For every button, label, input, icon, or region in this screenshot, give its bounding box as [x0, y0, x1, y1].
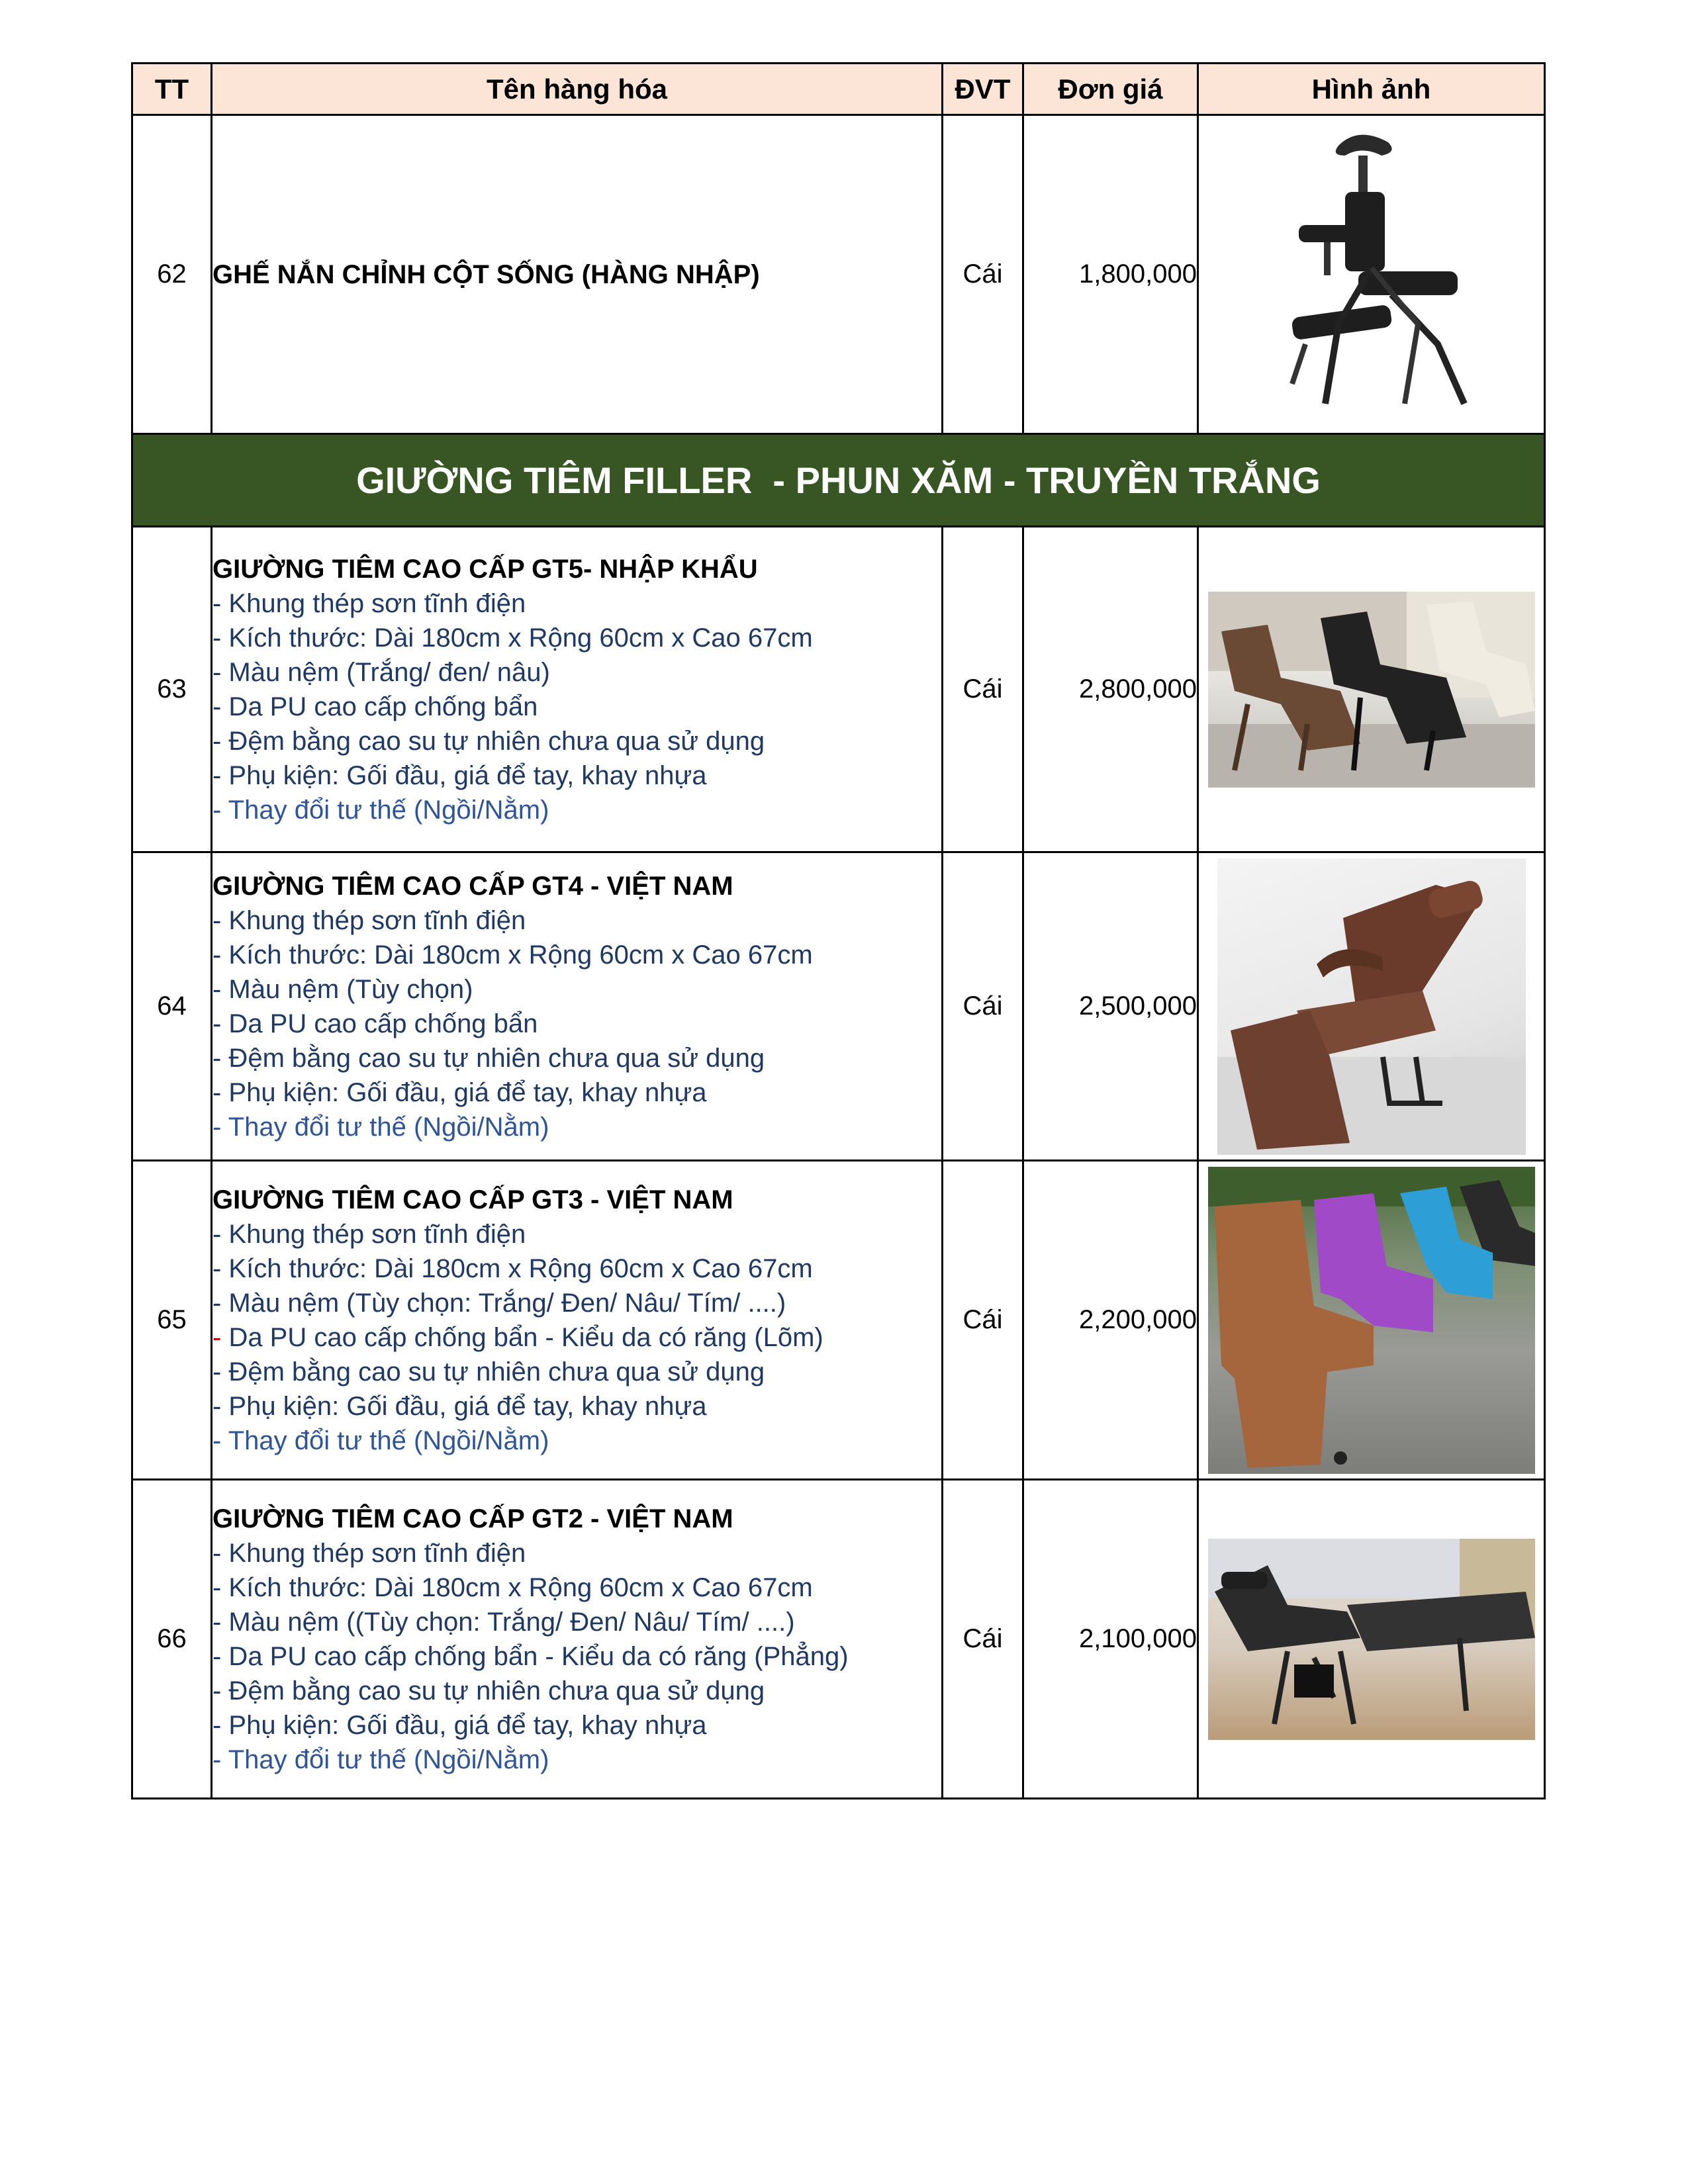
- product-name-cell: [212, 1161, 943, 1480]
- product-title: GIƯỜNG TIÊM CAO CẤP GT5- NHẬP KHẨU: [212, 554, 758, 584]
- unit-cell: Cái: [943, 115, 1023, 434]
- header-name: Tên hàng hóa: [212, 64, 943, 115]
- price-cell: 2,800,000: [1023, 527, 1198, 852]
- spec-line: - Đệm bằng cao su tự nhiên chưa qua sử dụng: [212, 1676, 765, 1706]
- spec-line: - Thay đổi tư thế (Ngồi/Nằm): [212, 1745, 549, 1774]
- unit-cell: Cái: [943, 1161, 1023, 1480]
- row-number: 63: [132, 527, 212, 852]
- spec-text: Da PU cao cấp chống bẩn - Kiểu da có răng (Lõm): [228, 1322, 823, 1352]
- spec-line: - Khung thép sơn tĩnh điện: [212, 1538, 526, 1568]
- spec-line: - Da PU cao cấp chống bẩn: [212, 692, 538, 721]
- row-number: 62: [132, 115, 212, 434]
- spec-line: - Khung thép sơn tĩnh điện: [212, 1219, 526, 1249]
- spec-line: - Đệm bằng cao su tự nhiên chưa qua sử dụng: [212, 726, 765, 756]
- spec-line: - Khung thép sơn tĩnh điện: [212, 588, 526, 618]
- spec-line: - Kích thước: Dài 180cm x Rộng 60cm x Cao 67cm: [212, 1253, 813, 1283]
- table-row: [132, 852, 1545, 1161]
- product-name-cell: [212, 1480, 943, 1799]
- row-number: 64: [132, 852, 212, 1161]
- spec-line: - Kích thước: Dài 180cm x Rộng 60cm x Cao 67cm: [212, 623, 813, 653]
- product-title: GIƯỜNG TIÊM CAO CẤP GT3 - VIỆT NAM: [212, 1185, 733, 1214]
- spec-line: - Phụ kiện: Gối đầu, giá để tay, khay nhựa: [212, 1077, 707, 1107]
- unit-cell: Cái: [943, 852, 1023, 1161]
- massage-chair-icon: [1246, 126, 1497, 424]
- product-title: GIƯỜNG TIÊM CAO CẤP GT2 - VIỆT NAM: [212, 1504, 733, 1533]
- section-title: GIƯỜNG TIÊM FILLER - PHUN XĂM - TRUYỀN TRẮNG: [132, 434, 1545, 527]
- price-table: [131, 62, 1546, 1799]
- image-cell: [1198, 1161, 1545, 1480]
- spec-line: - Màu nệm ((Tùy chọn: Trắng/ Đen/ Nâu/ Tím/ ....): [212, 1607, 795, 1637]
- table-row: [132, 1480, 1545, 1799]
- image-cell: [1198, 852, 1545, 1161]
- spec-line: - Thay đổi tư thế (Ngồi/Nằm): [212, 1112, 549, 1142]
- row-number: 66: [132, 1480, 212, 1799]
- unit-cell: Cái: [943, 1480, 1023, 1799]
- price-cell: 1,800,000: [1023, 115, 1198, 434]
- beauty-bed-photo-icon: [1208, 592, 1535, 788]
- spec-line: - Da PU cao cấp chống bẩn: [212, 1009, 538, 1038]
- product-name-cell: [212, 115, 943, 434]
- spec-line: - Màu nệm (Trắng/ đen/ nâu): [212, 657, 550, 687]
- beauty-bed-photo-icon: [1217, 858, 1526, 1155]
- spec-line: - Đệm bằng cao su tự nhiên chưa qua sử dụng: [212, 1357, 765, 1387]
- table-header-row: [132, 64, 1545, 115]
- spec-line: [212, 1320, 941, 1355]
- price-cell: 2,100,000: [1023, 1480, 1198, 1799]
- section-header-row: [132, 434, 1545, 527]
- image-cell: [1198, 1480, 1545, 1799]
- spec-line: - Đệm bằng cao su tự nhiên chưa qua sử dụng: [212, 1043, 765, 1073]
- header-image: Hình ảnh: [1198, 64, 1545, 115]
- image-cell: [1198, 115, 1545, 434]
- spec-line: - Phụ kiện: Gối đầu, giá để tay, khay nhựa: [212, 1391, 707, 1421]
- spec-line: - Da PU cao cấp chống bẩn - Kiểu da có răng (Phẳng): [212, 1641, 849, 1671]
- product-title: GIƯỜNG TIÊM CAO CẤP GT4 - VIỆT NAM: [212, 871, 733, 901]
- beauty-bed-photo-icon: [1208, 1167, 1535, 1474]
- spec-dash: -: [212, 1322, 229, 1352]
- image-cell: [1198, 527, 1545, 852]
- spec-line: - Kích thước: Dài 180cm x Rộng 60cm x Cao 67cm: [212, 1572, 813, 1602]
- spec-line: - Màu nệm (Tùy chọn): [212, 974, 473, 1004]
- product-name-cell: [212, 527, 943, 852]
- spec-line: - Thay đổi tư thế (Ngồi/Nằm): [212, 1426, 549, 1455]
- product-title: GHẾ NẮN CHỈNH CỘT SỐNG (HÀNG NHẬP): [212, 259, 760, 289]
- spec-line: - Phụ kiện: Gối đầu, giá để tay, khay nhựa: [212, 760, 707, 790]
- spec-line: - Kích thước: Dài 180cm x Rộng 60cm x Cao 67cm: [212, 940, 813, 970]
- spec-line: - Màu nệm (Tùy chọn: Trắng/ Đen/ Nâu/ Tím/ ....): [212, 1288, 786, 1318]
- beauty-bed-photo-icon: [1208, 1539, 1535, 1740]
- row-number: 65: [132, 1161, 212, 1480]
- table-row: [132, 1161, 1545, 1480]
- table-row: [132, 527, 1545, 852]
- header-price: Đơn giá: [1023, 64, 1198, 115]
- spec-line: - Thay đổi tư thế (Ngồi/Nằm): [212, 795, 549, 825]
- spec-line: - Khung thép sơn tĩnh điện: [212, 905, 526, 935]
- table-row: [132, 115, 1545, 434]
- header-unit: ĐVT: [943, 64, 1023, 115]
- price-cell: 2,500,000: [1023, 852, 1198, 1161]
- price-cell: 2,200,000: [1023, 1161, 1198, 1480]
- header-tt: TT: [132, 64, 212, 115]
- unit-cell: Cái: [943, 527, 1023, 852]
- spec-line: - Phụ kiện: Gối đầu, giá để tay, khay nhựa: [212, 1710, 707, 1740]
- product-name-cell: [212, 852, 943, 1161]
